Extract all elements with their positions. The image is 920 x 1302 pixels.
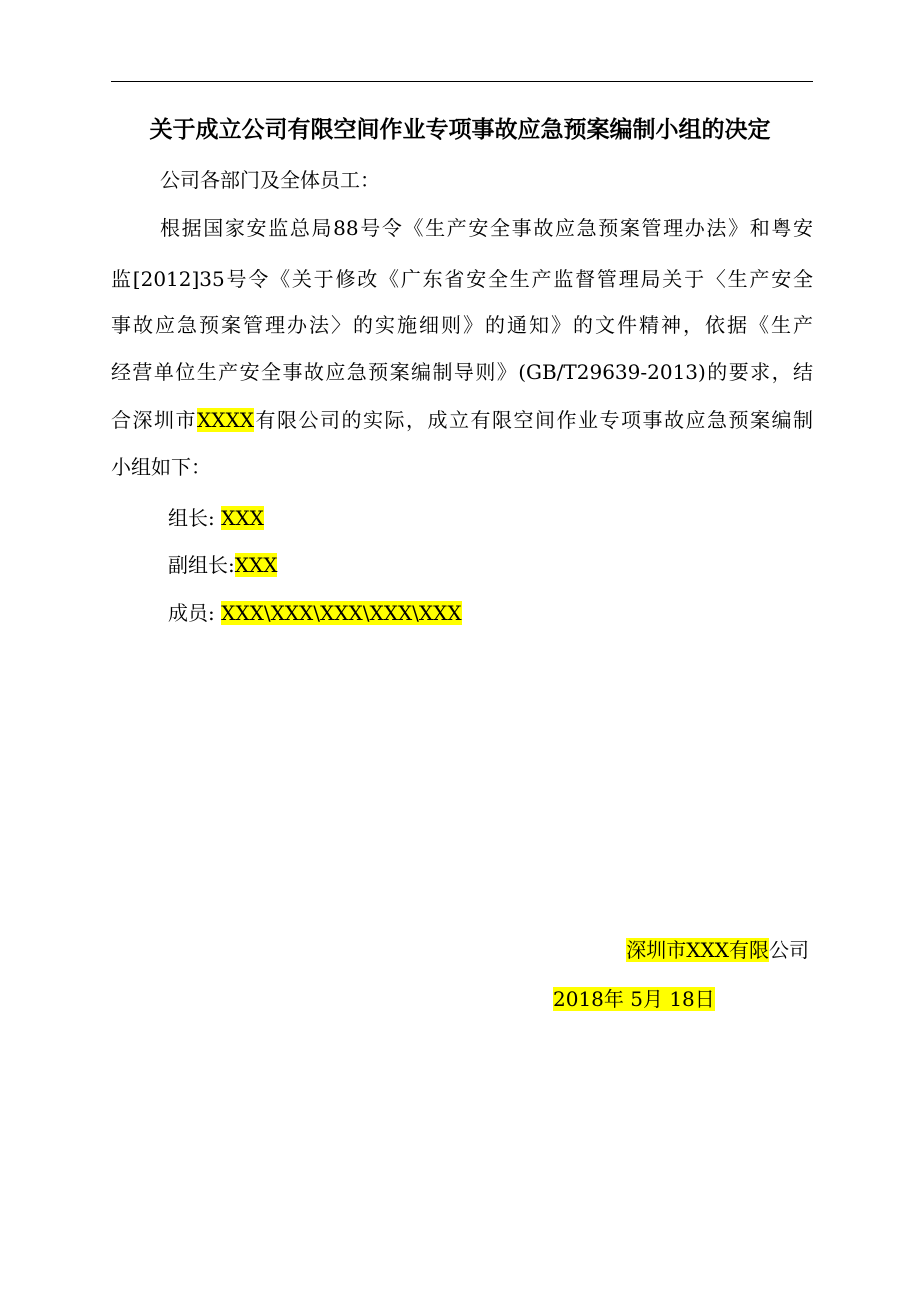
body-line-5-prefix: 合深圳市 [111, 408, 198, 432]
deputy-row [168, 550, 277, 580]
leader-label: 组长: [168, 506, 222, 530]
deputy-label: 副组长: [168, 553, 235, 577]
signature-company [626, 935, 809, 965]
signature-company-suffix: 公司 [769, 938, 809, 962]
header-rule [111, 81, 813, 82]
leader-row [168, 503, 264, 533]
body-line-2: 监[2012]35号令《关于修改《广东省安全生产监督管理局关于〈生产安全 [111, 267, 813, 291]
salutation: 公司各部门及全体员工： [160, 168, 380, 192]
signature-company-highlight: 深圳市XXX有限 [626, 938, 769, 962]
body-line-5-suffix: 有限公司的实际，成立有限空间作业专项事故应急预案编制 [253, 408, 814, 432]
signature-date [553, 984, 715, 1014]
body-line-3: 事故应急预案管理办法〉的实施细则》的通知》的文件精神，依据《生产 [111, 313, 813, 337]
body-line-1: 根据国家安监总局88号令《生产安全事故应急预案管理办法》和粤安 [160, 216, 813, 240]
deputy-value: XXX [234, 553, 278, 577]
members-value: XXX\XXX\XXX\XXX\XXX [221, 601, 462, 625]
body-line-6: 小组如下： [111, 455, 211, 479]
members-row [168, 598, 462, 628]
document-title: 关于成立公司有限空间作业专项事故应急预案编制小组的决定 [149, 117, 771, 143]
body-line-4: 经营单位生产安全事故应急预案编制导则》(GB/T29639-2013)的要求，结 [111, 360, 813, 384]
company-placeholder-highlight: XXXX [197, 408, 254, 432]
leader-value: XXX [221, 506, 264, 530]
body-line-5 [111, 405, 813, 435]
signature-date-value: 2018年 5月 18日 [553, 987, 715, 1011]
members-label: 成员: [168, 601, 222, 625]
